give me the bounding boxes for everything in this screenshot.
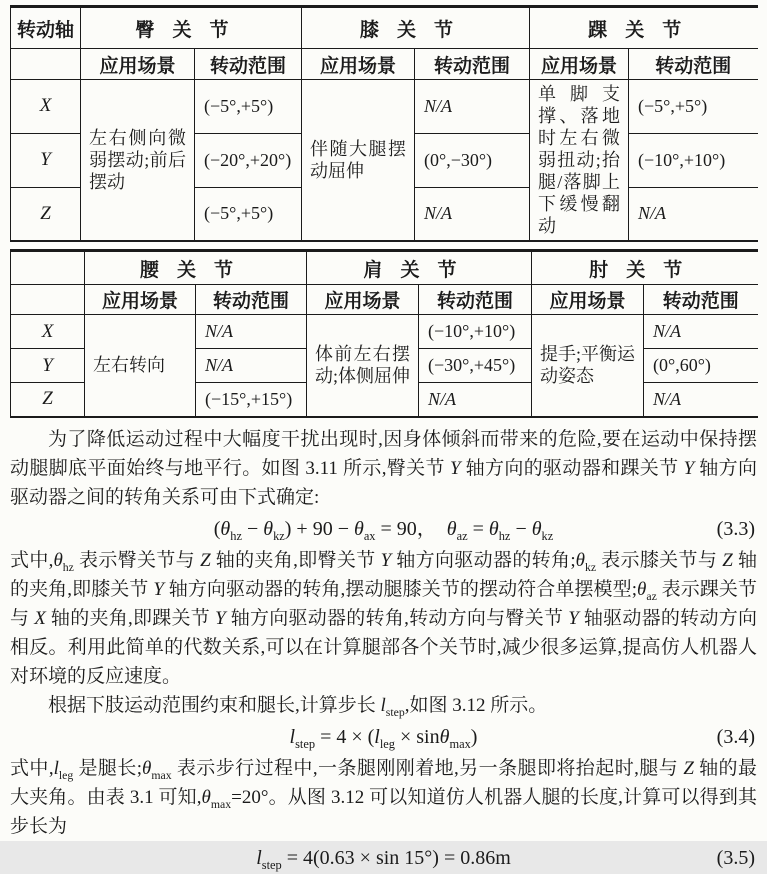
elbow-joint-header: 肘关节 bbox=[532, 251, 758, 285]
shoulder-joint-header: 肩关节 bbox=[307, 251, 532, 285]
shoulder-scenario-cell: 体前左右摆动;体侧屈伸 bbox=[307, 315, 419, 417]
shoulder-scenario-header: 应用场景 bbox=[307, 285, 419, 315]
paragraph-angle-explanation: 式中$,\theta_{hz}$ 表示臀关节与 Z 轴的夹角,即臀关节 Y 轴方向驱动器的转角$;\theta_{kz}$ 表示膝关节与 Z 轴的夹角,即膝关节 Y 轴方向驱动器的转角,摆动腿膝关节的摆动符合单摆模型$;\theta_{az}$ 表示踝关节与 X 轴的夹角,即踝关节 Y 轴方向驱动器的转角,转动方向与臀关节 Y 轴驱动器的转动方向相反。利用此简单的代数关系,可以在计算腿部各个关节时,减少很多运算,提高仿人机器人对环境的反应速度。 bbox=[10, 549, 757, 687]
axis-header-empty-cell bbox=[11, 285, 85, 315]
paragraph-step-length-intro: 根据下肢运动范围约束和腿长,计算步长 $l_{step}$,如图 3.12 所示。 bbox=[48, 694, 548, 719]
knee-range-y: (0°,−30°) bbox=[415, 133, 530, 187]
ankle-range-z: N/A bbox=[629, 187, 758, 241]
shoulder-range-z: N/A bbox=[419, 383, 532, 417]
hip-range-z: (−5°,+5°) bbox=[195, 187, 302, 241]
waist-joint-header: 腰关节 bbox=[85, 251, 307, 285]
upper-joint-table bbox=[10, 5, 758, 242]
equation-3-3-body: $(\theta_{hz} - \theta_{kz}) + 90 - \theta_{ax} = 90$， $\theta_{az} = \theta_{hz} - \theta_{kz}$ bbox=[213, 517, 554, 543]
axis-x-label: X bbox=[11, 80, 81, 134]
axis-x-label: X bbox=[11, 315, 85, 349]
knee-range-z: N/A bbox=[415, 187, 530, 241]
hip-scenario-cell: 左右侧向微弱摆动;前后摆动 bbox=[81, 80, 195, 242]
axis-y-label: Y bbox=[11, 133, 81, 187]
body-text bbox=[10, 425, 757, 874]
paragraph-intro: 为了降低运动过程中大幅度干扰出现时,因身体倾斜而带来的危险,要在运动中保持摆动腿脚底平面始终与地平行。如图 3.11 所示,臀关节 Y 轴方向的驱动器和踝关节 Y 轴方向驱动器之间的转角关系可由下式确定: bbox=[10, 428, 757, 508]
knee-range-x: N/A bbox=[415, 80, 530, 134]
equation-3-4-body: $l_{step} = 4 \times (l_{leg} \times \sin\theta_{max})$ bbox=[289, 725, 478, 751]
hip-joint-header: 臀关节 bbox=[81, 7, 302, 49]
waist-range-x: N/A bbox=[196, 315, 307, 349]
axis-y-label: Y bbox=[11, 349, 85, 383]
shoulder-range-header: 转动范围 bbox=[419, 285, 532, 315]
knee-scenario-cell: 伴随大腿摆动屈伸 bbox=[302, 80, 415, 242]
knee-joint-header: 膝关节 bbox=[302, 7, 530, 49]
equation-3-4 bbox=[10, 721, 757, 753]
waist-range-header: 转动范围 bbox=[196, 285, 307, 315]
elbow-scenario-cell: 提手;平衡运动姿态 bbox=[532, 315, 644, 417]
hip-range-y: (−20°,+20°) bbox=[195, 133, 302, 187]
axis-z-label: Z bbox=[11, 383, 85, 417]
ankle-scenario-cell: 单脚支撑、落地时左右微弱扭动;抬腿/落脚上下缓慢翻动 bbox=[530, 80, 629, 242]
equation-3-5-body: $l_{step} = 4(0.63 \times \sin 15^\circ) = 0.86m$ bbox=[256, 846, 511, 872]
ankle-range-y: (−10°,+10°) bbox=[629, 133, 758, 187]
waist-range-y: N/A bbox=[196, 349, 307, 383]
paragraph-leg-length-explanation: 式中$,l_{leg}$ 是腿长$;\theta_{max}$ 表示步行过程中,一条腿刚刚着地,另一条腿即将抬起时,腿与 Z 轴的最大夹角。由表 3.1 可知$,\theta_{max}=20^\circ$。从图 3.12 可以知道仿人机器人腿的长度,计算可以得到其步长为 bbox=[10, 757, 757, 837]
hip-range-x: (−5°,+5°) bbox=[195, 80, 302, 134]
equation-3-4-number: (3.4) bbox=[716, 725, 755, 748]
axis-column-header: 转动轴 bbox=[11, 7, 81, 49]
elbow-range-x: N/A bbox=[644, 315, 758, 349]
axis-z-label: Z bbox=[11, 187, 81, 241]
ankle-scenario-header: 应用场景 bbox=[530, 49, 629, 80]
equation-3-3 bbox=[10, 513, 757, 545]
elbow-range-z: N/A bbox=[644, 383, 758, 417]
knee-scenario-header: 应用场景 bbox=[302, 49, 415, 80]
shoulder-range-x: (−10°,+10°) bbox=[419, 315, 532, 349]
elbow-range-header: 转动范围 bbox=[644, 285, 758, 315]
shoulder-range-y: (−30°,+45°) bbox=[419, 349, 532, 383]
elbow-range-y: (0°,60°) bbox=[644, 349, 758, 383]
hip-scenario-header: 应用场景 bbox=[81, 49, 195, 80]
ankle-range-header: 转动范围 bbox=[629, 49, 758, 80]
waist-scenario-cell: 左右转向 bbox=[85, 315, 196, 417]
equation-3-5 bbox=[10, 842, 757, 874]
equation-3-3-number: (3.3) bbox=[716, 517, 755, 540]
hip-range-header: 转动范围 bbox=[195, 49, 302, 80]
ankle-joint-header: 踝关节 bbox=[530, 7, 758, 49]
elbow-scenario-header: 应用场景 bbox=[532, 285, 644, 315]
waist-range-z: (−15°,+15°) bbox=[196, 383, 307, 417]
knee-range-header: 转动范围 bbox=[415, 49, 530, 80]
ankle-range-x: (−5°,+5°) bbox=[629, 80, 758, 134]
axis-header-empty-cell bbox=[11, 49, 81, 80]
axis-header-empty-cell bbox=[11, 251, 85, 285]
equation-3-5-number: (3.5) bbox=[716, 846, 755, 869]
lower-joint-table bbox=[10, 249, 758, 418]
waist-scenario-header: 应用场景 bbox=[85, 285, 196, 315]
